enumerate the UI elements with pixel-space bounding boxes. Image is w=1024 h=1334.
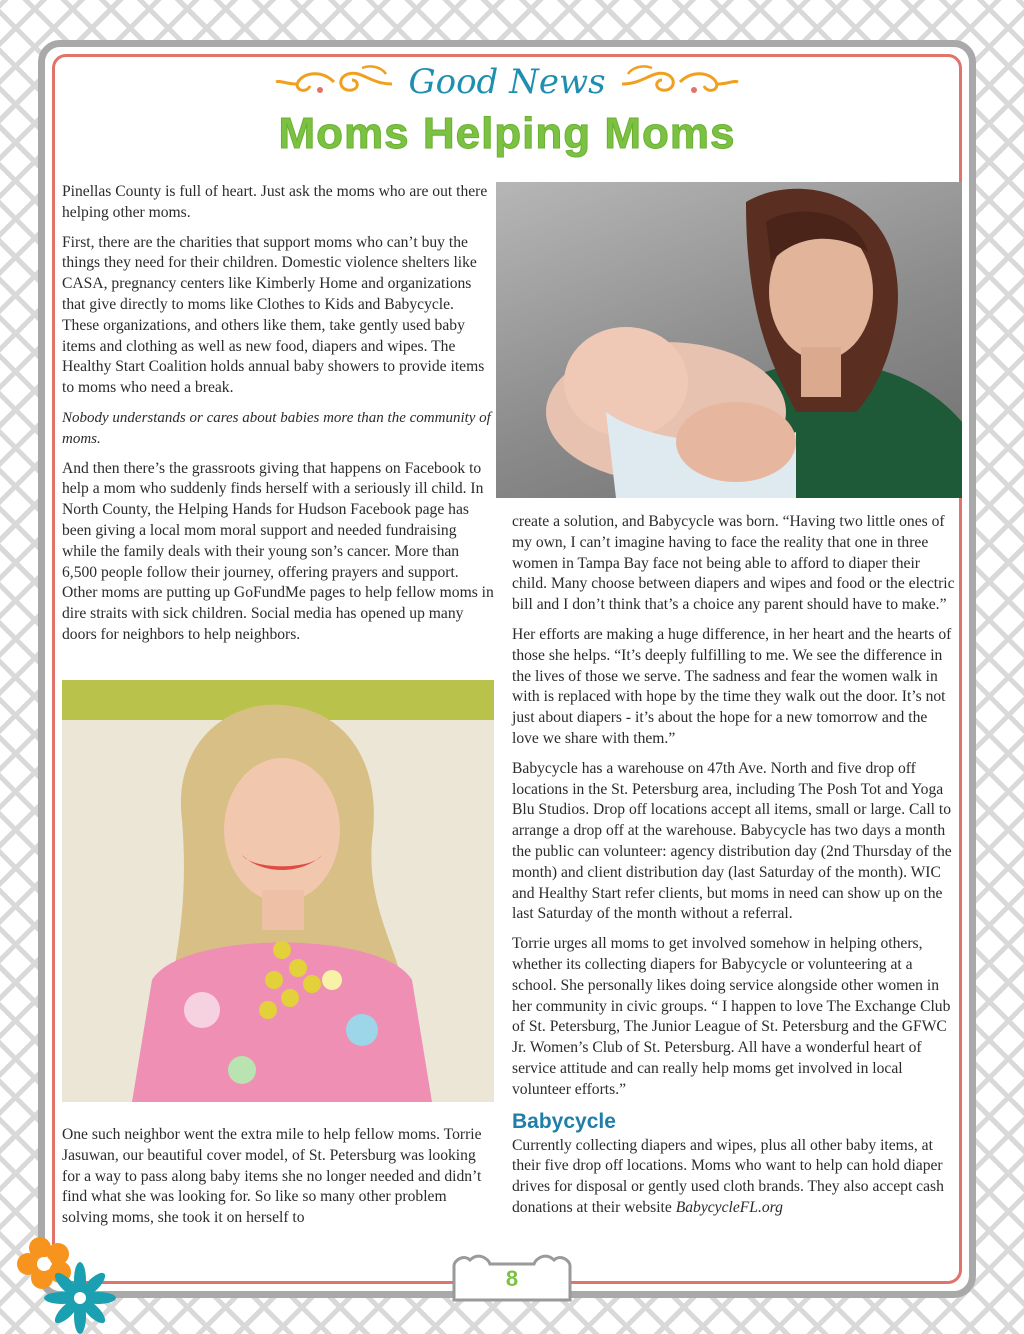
- kicker-row: [52, 58, 962, 106]
- babycycle-subhead: Babycycle: [512, 1109, 616, 1133]
- left-column-bottom: [62, 1125, 494, 1238]
- torrie-portrait-illustration: [62, 680, 494, 1102]
- kicker-title: Good News: [408, 62, 606, 102]
- efforts-paragraph: Her efforts are making a huge difference, in her heart and the hearts of those she helps. “It’s deeply fulfilling to me. We see the difference in the lives of those we serve. The sadness and fear the women walk in with is replaced with hope by the time they walk out the door. It’s not just about diapers - it’s about the hope for a new tomorrow and the love we share with them.”: [512, 625, 952, 747]
- neighbor-paragraph: One such neighbor went the extra mile to help fellow moms. Torrie Jasuwan, our beautiful cover model, of St. Petersburg was looking for a way to pass along baby items she no longer needed and didn’t find what she was looking for. So like so many other problem solving moms, she took it on herself to: [62, 1126, 482, 1227]
- article-title: Moms Helping Moms: [278, 109, 736, 158]
- photo-torrie-jasuwan: [62, 680, 494, 1102]
- article-header: [52, 58, 962, 160]
- left-swirl-ornament: [274, 62, 394, 102]
- babycycle-website-link[interactable]: BabycycleFL.org: [675, 1198, 783, 1216]
- right-column: [512, 512, 958, 1228]
- warehouse-paragraph: Babycycle has a warehouse on 47th Ave. North and five drop off locations in the St. Petersburg area, including The Posh Tot and Yoga Blu Studios. Drop off locations accept all items, small or large. Call to arrange a drop off at the warehouse. Babycycle has two days a month the public can volunteer: agency distribution day (2nd Thursday of the month) and client distribution day (last Saturday of the month). WIC and Healthy Start refer clients, but moms in need can show up on the last Saturday of the month without a referral.: [512, 759, 952, 923]
- flower-decoration: [0, 1230, 120, 1334]
- babycycle-info-paragraph: [512, 1136, 958, 1219]
- photo-mother-with-newborn: [496, 182, 962, 498]
- charities-paragraph: First, there are the charities that support moms who can’t buy the things they need for their children. Domestic violence shelters like CASA, pregnancy centers like Kimberly Home and organizations that give directly to moms like Clothes to Kids and Babycycle. These organizations, and others like them, take gently used baby items and clothing as well as new food, diapers and wipes. The Healthy Start Coalition holds annual baby showers to provide items to moms who need a break.: [62, 233, 485, 397]
- get-involved-paragraph: Torrie urges all moms to get involved somehow in helping others, whether its collecting diapers for Babycycle or volunteering at a school. She personally likes doing service alongside other women in her community in civic groups. “ I happen to love The Exchange Club of St. Petersburg, The Junior League of St. Petersburg and the GFWC Jr. Women’s Club of St. Petersburg. All have a wonderful heart of service attitude and can really help moms get involved in local volunteer efforts.”: [512, 935, 951, 1098]
- pull-quote: Nobody understands or cares about babies more than the community of moms.: [62, 409, 491, 447]
- left-column-top: [62, 182, 494, 655]
- mother-newborn-illustration: [496, 182, 962, 498]
- intro-paragraph: Pinellas County is full of heart. Just ask the moms who are out there helping other moms.: [62, 183, 488, 221]
- babycycle-info-text: Currently collecting diapers and wipes, plus all other baby items, at their five drop off locations. Moms who want to help can hold diaper drives for disposal or gently used cloth brands. They also accept cash donations at their website: [512, 1136, 944, 1216]
- page-number: 8: [505, 1266, 519, 1291]
- grassroots-paragraph: And then there’s the grassroots giving that happens on Facebook to help a mom who suddenly finds herself with a seriously ill child. In North County, the Helping Hands for Hudson Facebook page has been giving a local mom moral support and needed fundraising while the family deals with their young son’s cancer. More than 6,500 people follow their journey, offering prayers and support. Other moms are putting up GoFundMe pages to help fellow moms in dire straits with sick children. Social media has opened up many doors for neighbors to help neighbors.: [62, 459, 494, 643]
- right-swirl-ornament: [620, 62, 740, 102]
- solution-paragraph: create a solution, and Babycycle was born. “Having two little ones of my own, I can’t imagine having to face the reality that one in three women in Tampa Bay face not being able to afford to diaper their child. Many choose between diapers and wipes and food or the electric bill and I don’t think that’s a choice any parent should have to make.”: [512, 513, 955, 614]
